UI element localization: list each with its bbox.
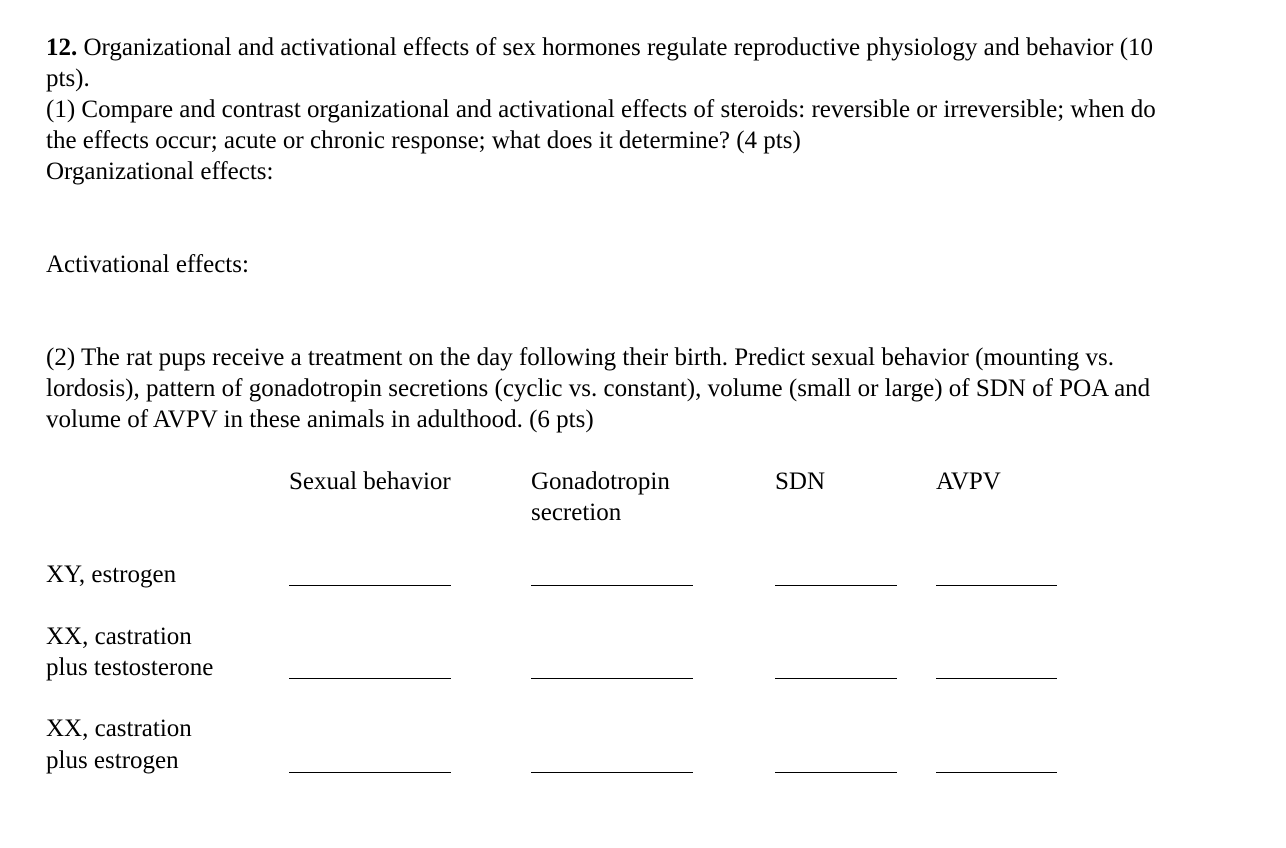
part1-prompt-line2: the effects occur; acute or chronic response; what does it determine? (4 pts) (46, 127, 801, 154)
part2-prompt-line1: (2) The rat pups receive a treatment on the day following their birth. Predict sexual behavior (mounting vs. (46, 344, 1114, 371)
question-block (46, 32, 1256, 187)
row-label-xx-castration-testosterone-line2: plus testosterone (46, 654, 214, 681)
blank-avpv[interactable] (936, 585, 1057, 586)
blank-sdn[interactable] (775, 678, 897, 679)
row-label-xx-castration-estrogen-line2: plus estrogen (46, 747, 179, 774)
blank-sdn[interactable] (775, 772, 897, 773)
activational-effects-label: Activational effects: (46, 251, 249, 278)
row-label-xx-castration-estrogen-line1: XX, castration (46, 715, 192, 742)
organizational-effects-label: Organizational effects: (46, 158, 274, 185)
header-sdn: SDN (775, 468, 826, 495)
blank-avpv[interactable] (936, 678, 1057, 679)
blank-sexual-behavior[interactable] (289, 772, 451, 773)
header-sexual-behavior: Sexual behavior (289, 468, 451, 495)
blank-sexual-behavior[interactable] (289, 585, 451, 586)
blank-gonadotropin[interactable] (531, 678, 693, 679)
question-number: 12. (46, 34, 78, 61)
header-avpv: AVPV (936, 468, 1001, 495)
blank-sdn[interactable] (775, 585, 897, 586)
blank-gonadotropin[interactable] (531, 772, 693, 773)
header-gonadotropin: Gonadotropin (531, 468, 670, 495)
part2-prompt-line3: volume of AVPV in these animals in adulthood. (6 pts) (46, 406, 594, 433)
question-title-cont: pts). (46, 65, 90, 92)
header-gonadotropin-secretion: secretion (531, 499, 622, 526)
part2-prompt-line2: lordosis), pattern of gonadotropin secretions (cyclic vs. constant), volume (small or large) of SDN of POA and (46, 375, 1151, 402)
blank-gonadotropin[interactable] (531, 585, 693, 586)
part2-prompt (46, 342, 1256, 435)
part1-prompt-line1: (1) Compare and contrast organizational and activational effects of steroids: reversible or irreversible; when do (46, 96, 1156, 123)
question-title: 12. Organizational and activational effects of sex hormones regulate reproductive physiology and behavior (10 (46, 34, 1154, 61)
blank-sexual-behavior[interactable] (289, 678, 451, 679)
blank-avpv[interactable] (936, 772, 1057, 773)
row-label-xy-estrogen: XY, estrogen (46, 561, 177, 588)
row-label-xx-castration-testosterone-line1: XX, castration (46, 623, 192, 650)
